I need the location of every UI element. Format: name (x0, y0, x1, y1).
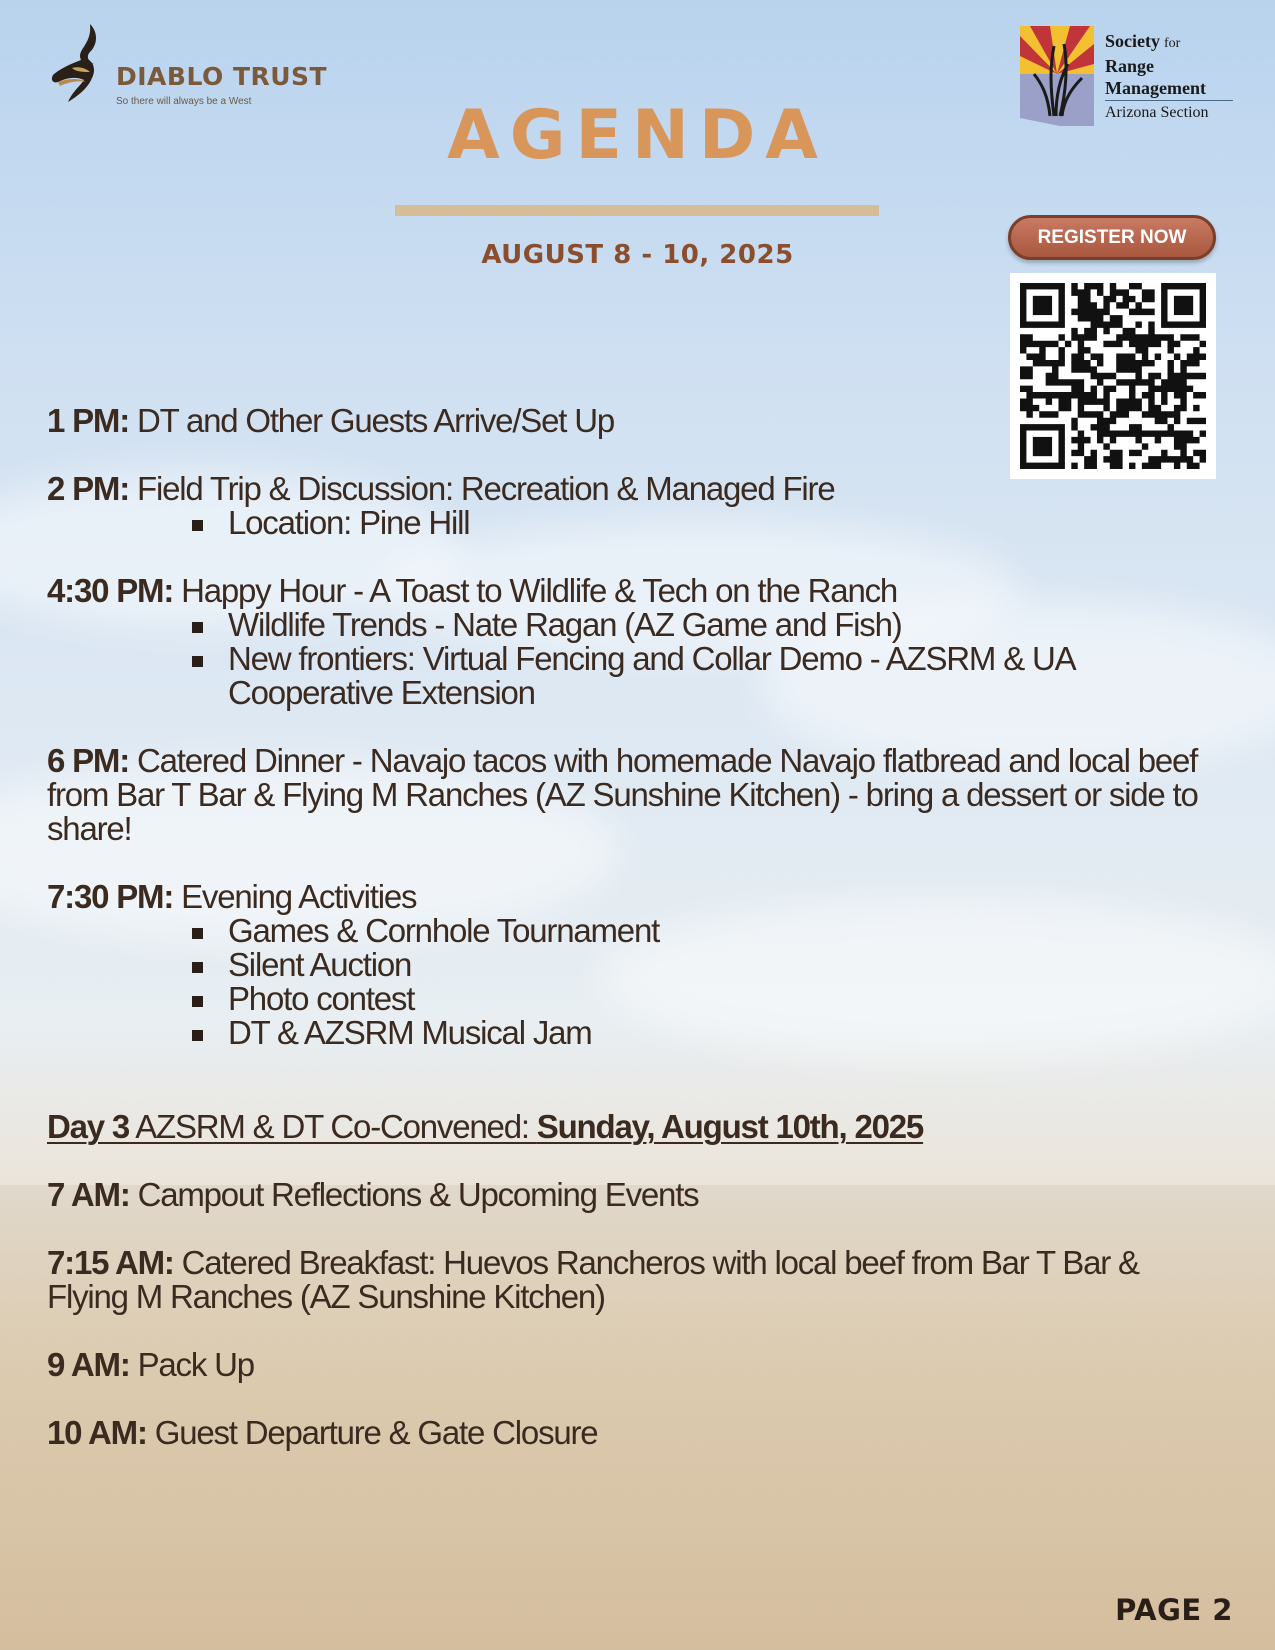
day3-agenda-item (47, 1246, 1227, 1314)
agenda-item (47, 744, 1227, 846)
agenda-item (47, 574, 1227, 608)
day3-label: Day 3 (47, 1108, 130, 1145)
srm-section: Arizona Section (1105, 104, 1209, 121)
day3-agenda-item (47, 1178, 1227, 1212)
agenda-time: 6 PM: (47, 742, 130, 779)
agenda-description: Guest Departure & Gate Closure (146, 1414, 598, 1451)
agenda-item (47, 404, 1227, 438)
agenda-time: 10 AM: (47, 1414, 147, 1451)
agenda-description: Field Trip & Discussion: Recreation & Managed Fire (129, 470, 835, 507)
agenda-time: 7:30 PM: (47, 878, 174, 915)
agenda-time: 4:30 PM: (47, 572, 174, 609)
agenda-sub-item: Silent Auction (47, 948, 1227, 982)
agenda-sub-item: DT & AZSRM Musical Jam (47, 1016, 1227, 1050)
agenda-time: 9 AM: (47, 1346, 130, 1383)
page-number: PAGE 2 (1115, 1593, 1233, 1627)
qr-finder-pattern (1174, 296, 1193, 315)
srm-line1: Society (1105, 31, 1160, 51)
diablo-trust-name: DIABLO TRUST (116, 62, 328, 91)
title-divider (395, 205, 879, 216)
agenda-sub-item: Games & Cornhole Tournament (47, 914, 1227, 948)
agenda-sub-list (47, 914, 1227, 1050)
day3-agenda-item (47, 1416, 1227, 1450)
agenda-time: 1 PM: (47, 402, 130, 439)
agenda-sub-list (47, 608, 1227, 710)
agenda-item (47, 880, 1227, 914)
day3-items (47, 1178, 1227, 1450)
pronghorn-icon (46, 22, 110, 106)
register-now-button[interactable]: REGISTER NOW (1008, 215, 1216, 260)
srm-line2: Range (1105, 56, 1154, 76)
agenda-description: Happy Hour - A Toast to Wildlife & Tech on the Ranch (173, 572, 898, 609)
agenda-sub-item: Location: Pine Hill (47, 506, 1227, 540)
day3-heading (47, 1110, 1227, 1144)
page-title: AGENDA (447, 96, 828, 175)
agenda-description: Pack Up (129, 1346, 254, 1383)
agenda-description: Catered Dinner - Navajo tacos with homemade Navajo flatbread and local beef from Bar T Bar & Flying M Ranches (AZ Sunshine Kitchen) - bring a dessert or side to share! (47, 742, 1198, 847)
srm-line3: Management (1105, 78, 1206, 98)
agenda-description: Catered Breakfast: Huevos Rancheros with local beef from Bar T Bar & Flying M Ranches (AZ Sunshine Kitchen) (47, 1244, 1139, 1315)
day3-agenda-item (47, 1348, 1227, 1382)
agenda-sub-item: Wildlife Trends - Nate Ragan (AZ Game and Fish) (47, 608, 1227, 642)
agenda-description: Campout Reflections & Upcoming Events (129, 1176, 699, 1213)
diablo-trust-tagline: So there will always be a West (116, 96, 252, 107)
agenda-items (47, 404, 1227, 1050)
day3-middle: AZSRM & DT Co-Convened: (129, 1108, 537, 1145)
event-dates: AUGUST 8 - 10, 2025 (481, 240, 794, 270)
agenda-list (47, 404, 1227, 1450)
agenda-time: 7 AM: (47, 1176, 130, 1213)
agenda-description: Evening Activities (173, 878, 417, 915)
agenda-sub-list (47, 506, 1227, 540)
agenda-time: 7:15 AM: (47, 1244, 174, 1281)
agenda-sub-item: Photo contest (47, 982, 1227, 1016)
day3-date: Sunday, August 10th, 2025 (536, 1108, 924, 1145)
agenda-item (47, 472, 1227, 506)
qr-finder-pattern (1033, 296, 1052, 315)
srm-line1-small: for (1163, 36, 1181, 51)
agenda-description: DT and Other Guests Arrive/Set Up (129, 402, 614, 439)
agenda-sub-item: New frontiers: Virtual Fencing and Collar Demo - AZSRM & UA Cooperative Extension (47, 642, 1227, 710)
agenda-time: 2 PM: (47, 470, 130, 507)
